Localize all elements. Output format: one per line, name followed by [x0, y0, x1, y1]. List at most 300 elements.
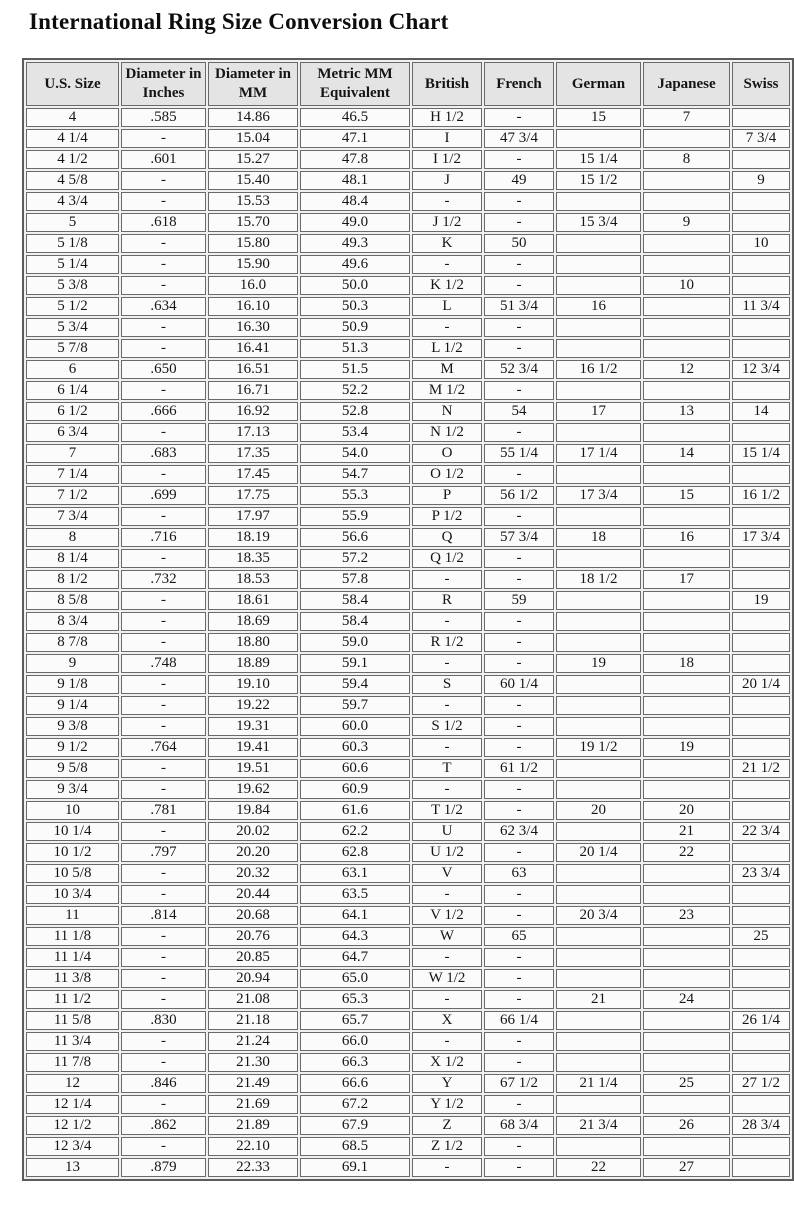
cell: L: [412, 297, 482, 316]
cell: 22.10: [208, 1137, 298, 1156]
cell: [556, 717, 641, 736]
cell: 67.2: [300, 1095, 410, 1114]
cell: 10: [732, 234, 790, 253]
cell: 50.3: [300, 297, 410, 316]
cell: 22.33: [208, 1158, 298, 1177]
cell: -: [484, 150, 554, 169]
cell: 54: [484, 402, 554, 421]
cell: 11 7/8: [26, 1053, 119, 1072]
cell: -: [121, 507, 206, 526]
cell: 55.3: [300, 486, 410, 505]
cell: 21.24: [208, 1032, 298, 1051]
cell: -: [484, 507, 554, 526]
cell: 20 3/4: [556, 906, 641, 925]
cell: 12 3/4: [26, 1137, 119, 1156]
cell: 60.9: [300, 780, 410, 799]
cell: [556, 465, 641, 484]
cell: [556, 612, 641, 631]
cell: [643, 633, 730, 652]
cell: 9 3/4: [26, 780, 119, 799]
cell: 28 3/4: [732, 1116, 790, 1135]
cell: 59.4: [300, 675, 410, 694]
cell: 21 1/4: [556, 1074, 641, 1093]
table-row: [26, 360, 790, 379]
cell: -: [484, 1053, 554, 1072]
cell: [732, 213, 790, 232]
cell: 17.45: [208, 465, 298, 484]
cell: .683: [121, 444, 206, 463]
cell: M 1/2: [412, 381, 482, 400]
cell: 63.5: [300, 885, 410, 904]
cell: 27: [643, 1158, 730, 1177]
cell: 17 3/4: [556, 486, 641, 505]
cell: 63: [484, 864, 554, 883]
cell: -: [412, 885, 482, 904]
cell: [732, 948, 790, 967]
table-row: [26, 192, 790, 211]
cell: 50.9: [300, 318, 410, 337]
cell: [643, 297, 730, 316]
cell: [643, 885, 730, 904]
cell: 49: [484, 171, 554, 190]
cell: [732, 633, 790, 652]
cell: 9 5/8: [26, 759, 119, 778]
cell: 65.7: [300, 1011, 410, 1030]
cell: 11 1/2: [26, 990, 119, 1009]
cell: [732, 654, 790, 673]
cell: 60.6: [300, 759, 410, 778]
cell: 8 1/4: [26, 549, 119, 568]
cell: [732, 465, 790, 484]
cell: [643, 318, 730, 337]
table-row: [26, 864, 790, 883]
cell: -: [121, 822, 206, 841]
cell: [556, 423, 641, 442]
cell: [556, 780, 641, 799]
cell: -: [121, 675, 206, 694]
cell: -: [121, 171, 206, 190]
cell: -: [484, 255, 554, 274]
table-row: [26, 465, 790, 484]
table-row: [26, 969, 790, 988]
cell: 12: [26, 1074, 119, 1093]
cell: 21.30: [208, 1053, 298, 1072]
cell: 7 1/4: [26, 465, 119, 484]
cell: -: [484, 612, 554, 631]
cell: [732, 717, 790, 736]
cell: [556, 1095, 641, 1114]
table-row: [26, 444, 790, 463]
cell: [643, 969, 730, 988]
cell: N 1/2: [412, 423, 482, 442]
table-row: [26, 906, 790, 925]
cell: -: [484, 549, 554, 568]
cell: 69.1: [300, 1158, 410, 1177]
cell: [643, 1137, 730, 1156]
cell: [732, 276, 790, 295]
cell: [556, 1032, 641, 1051]
cell: [732, 1137, 790, 1156]
cell: T 1/2: [412, 801, 482, 820]
cell: [732, 906, 790, 925]
table-header-row: [26, 62, 790, 106]
cell: -: [121, 192, 206, 211]
cell: [643, 465, 730, 484]
cell: 60.3: [300, 738, 410, 757]
cell: 62 3/4: [484, 822, 554, 841]
cell: 8: [643, 150, 730, 169]
table-row: [26, 570, 790, 589]
cell: 52.2: [300, 381, 410, 400]
cell: 11 3/8: [26, 969, 119, 988]
cell: .781: [121, 801, 206, 820]
cell: 66.0: [300, 1032, 410, 1051]
cell: [556, 507, 641, 526]
cell: -: [121, 423, 206, 442]
cell: -: [121, 255, 206, 274]
cell: -: [412, 1158, 482, 1177]
cell: [643, 507, 730, 526]
cell: 20.94: [208, 969, 298, 988]
cell: [556, 381, 641, 400]
cell: 48.4: [300, 192, 410, 211]
cell: R: [412, 591, 482, 610]
column-header: Diameter in MM: [208, 62, 298, 106]
cell: 15.53: [208, 192, 298, 211]
cell: 61 1/2: [484, 759, 554, 778]
cell: 57 3/4: [484, 528, 554, 547]
cell: K 1/2: [412, 276, 482, 295]
cell: 16: [556, 297, 641, 316]
cell: 10 3/4: [26, 885, 119, 904]
cell: 21.89: [208, 1116, 298, 1135]
cell: 55.9: [300, 507, 410, 526]
cell: [643, 612, 730, 631]
cell: 17.97: [208, 507, 298, 526]
cell: -: [484, 696, 554, 715]
cell: P: [412, 486, 482, 505]
cell: [556, 192, 641, 211]
cell: [556, 591, 641, 610]
cell: X 1/2: [412, 1053, 482, 1072]
cell: 66 1/4: [484, 1011, 554, 1030]
table-row: [26, 402, 790, 421]
cell: .650: [121, 360, 206, 379]
cell: -: [121, 1095, 206, 1114]
cell: [732, 843, 790, 862]
cell: 51 3/4: [484, 297, 554, 316]
cell: 19.31: [208, 717, 298, 736]
cell: 49.6: [300, 255, 410, 274]
cell: -: [121, 1032, 206, 1051]
cell: .830: [121, 1011, 206, 1030]
cell: -: [121, 780, 206, 799]
table-row: [26, 633, 790, 652]
cell: 25: [732, 927, 790, 946]
cell: 16.71: [208, 381, 298, 400]
cell: [732, 738, 790, 757]
cell: Z 1/2: [412, 1137, 482, 1156]
cell: [643, 1032, 730, 1051]
cell: -: [121, 864, 206, 883]
cell: -: [121, 465, 206, 484]
table-body: [26, 108, 790, 1177]
cell: 61.6: [300, 801, 410, 820]
cell: -: [121, 318, 206, 337]
cell: 14: [643, 444, 730, 463]
cell: 65.3: [300, 990, 410, 1009]
cell: 21 1/2: [732, 759, 790, 778]
cell: 15.27: [208, 150, 298, 169]
cell: 66.3: [300, 1053, 410, 1072]
cell: V: [412, 864, 482, 883]
table-row: [26, 1011, 790, 1030]
cell: 11 3/4: [26, 1032, 119, 1051]
cell: [643, 927, 730, 946]
table-row: [26, 1116, 790, 1135]
cell: 18: [643, 654, 730, 673]
cell: 62.8: [300, 843, 410, 862]
cell: 6 1/2: [26, 402, 119, 421]
cell: 18 1/2: [556, 570, 641, 589]
cell: 18.19: [208, 528, 298, 547]
cell: 15: [556, 108, 641, 127]
cell: -: [484, 885, 554, 904]
cell: -: [121, 381, 206, 400]
cell: S: [412, 675, 482, 694]
cell: L 1/2: [412, 339, 482, 358]
cell: 27 1/2: [732, 1074, 790, 1093]
cell: -: [484, 213, 554, 232]
cell: -: [412, 780, 482, 799]
cell: [732, 696, 790, 715]
cell: [643, 1053, 730, 1072]
cell: [556, 339, 641, 358]
cell: 17 3/4: [732, 528, 790, 547]
cell: 4 1/2: [26, 150, 119, 169]
table-row: [26, 276, 790, 295]
cell: 18.53: [208, 570, 298, 589]
table-row: [26, 1137, 790, 1156]
cell: 21.08: [208, 990, 298, 1009]
table-row: [26, 318, 790, 337]
cell: V 1/2: [412, 906, 482, 925]
cell: 47.1: [300, 129, 410, 148]
cell: 5 1/8: [26, 234, 119, 253]
cell: Z: [412, 1116, 482, 1135]
cell: [643, 381, 730, 400]
cell: Q 1/2: [412, 549, 482, 568]
cell: 4: [26, 108, 119, 127]
cell: 20 1/4: [556, 843, 641, 862]
cell: -: [412, 318, 482, 337]
cell: -: [484, 381, 554, 400]
cell: 68.5: [300, 1137, 410, 1156]
cell: .634: [121, 297, 206, 316]
cell: 20.20: [208, 843, 298, 862]
cell: [556, 885, 641, 904]
cell: 67 1/2: [484, 1074, 554, 1093]
cell: 15.80: [208, 234, 298, 253]
cell: 51.5: [300, 360, 410, 379]
cell: 21 3/4: [556, 1116, 641, 1135]
cell: J: [412, 171, 482, 190]
cell: 21.18: [208, 1011, 298, 1030]
cell: [643, 1011, 730, 1030]
cell: -: [121, 927, 206, 946]
cell: [732, 990, 790, 1009]
cell: 12: [643, 360, 730, 379]
cell: 20.68: [208, 906, 298, 925]
cell: 15.04: [208, 129, 298, 148]
cell: 26 1/4: [732, 1011, 790, 1030]
cell: 53.4: [300, 423, 410, 442]
cell: -: [484, 780, 554, 799]
table-row: [26, 486, 790, 505]
cell: -: [412, 654, 482, 673]
cell: [643, 129, 730, 148]
cell: 13: [643, 402, 730, 421]
cell: 8 7/8: [26, 633, 119, 652]
cell: 12 3/4: [732, 360, 790, 379]
cell: 57.2: [300, 549, 410, 568]
cell: 4 1/4: [26, 129, 119, 148]
cell: 4 3/4: [26, 192, 119, 211]
cell: .601: [121, 150, 206, 169]
cell: [643, 696, 730, 715]
cell: 51.3: [300, 339, 410, 358]
cell: 59.1: [300, 654, 410, 673]
cell: [732, 1158, 790, 1177]
cell: -: [121, 1137, 206, 1156]
table-row: [26, 654, 790, 673]
cell: 22: [556, 1158, 641, 1177]
table-row: [26, 801, 790, 820]
cell: [732, 780, 790, 799]
cell: 65: [484, 927, 554, 946]
table-row: [26, 1095, 790, 1114]
cell: -: [484, 570, 554, 589]
table-row: [26, 738, 790, 757]
table-row: [26, 171, 790, 190]
cell: .814: [121, 906, 206, 925]
cell: 17 1/4: [556, 444, 641, 463]
cell: -: [484, 1095, 554, 1114]
cell: [732, 1032, 790, 1051]
cell: -: [484, 318, 554, 337]
cell: Y: [412, 1074, 482, 1093]
cell: [556, 1053, 641, 1072]
cell: -: [412, 738, 482, 757]
cell: 54.0: [300, 444, 410, 463]
cell: [556, 1011, 641, 1030]
cell: 25: [643, 1074, 730, 1093]
cell: [556, 927, 641, 946]
cell: 21.69: [208, 1095, 298, 1114]
cell: -: [412, 570, 482, 589]
cell: 7 3/4: [732, 129, 790, 148]
cell: 16.0: [208, 276, 298, 295]
cell: [732, 423, 790, 442]
cell: -: [121, 948, 206, 967]
cell: [643, 423, 730, 442]
cell: 17: [556, 402, 641, 421]
cell: 23 3/4: [732, 864, 790, 883]
cell: -: [121, 990, 206, 1009]
cell: 20.85: [208, 948, 298, 967]
cell: 7: [643, 108, 730, 127]
cell: 19.51: [208, 759, 298, 778]
cell: 16.51: [208, 360, 298, 379]
cell: I 1/2: [412, 150, 482, 169]
cell: -: [484, 717, 554, 736]
table-head: [26, 62, 790, 106]
cell: S 1/2: [412, 717, 482, 736]
cell: 8 3/4: [26, 612, 119, 631]
cell: 62.2: [300, 822, 410, 841]
cell: 9: [26, 654, 119, 673]
cell: 11 3/4: [732, 297, 790, 316]
cell: 7 3/4: [26, 507, 119, 526]
cell: O 1/2: [412, 465, 482, 484]
cell: [643, 1095, 730, 1114]
column-header: Swiss: [732, 62, 790, 106]
cell: .764: [121, 738, 206, 757]
cell: 11: [26, 906, 119, 925]
cell: .732: [121, 570, 206, 589]
cell: [643, 591, 730, 610]
cell: 11 1/8: [26, 927, 119, 946]
cell: 16 1/2: [556, 360, 641, 379]
cell: -: [484, 654, 554, 673]
cell: 59.0: [300, 633, 410, 652]
table-row: [26, 717, 790, 736]
column-header: Japanese: [643, 62, 730, 106]
cell: H 1/2: [412, 108, 482, 127]
table-row: [26, 528, 790, 547]
cell: 68 3/4: [484, 1116, 554, 1135]
cell: 12 1/2: [26, 1116, 119, 1135]
table-row: [26, 297, 790, 316]
table-row: [26, 1032, 790, 1051]
cell: -: [484, 339, 554, 358]
cell: 8: [26, 528, 119, 547]
cell: X: [412, 1011, 482, 1030]
cell: [643, 864, 730, 883]
cell: 18.69: [208, 612, 298, 631]
cell: -: [121, 885, 206, 904]
cell: O: [412, 444, 482, 463]
cell: 18.89: [208, 654, 298, 673]
cell: 50: [484, 234, 554, 253]
cell: 8 1/2: [26, 570, 119, 589]
table-row: [26, 255, 790, 274]
table-row: [26, 675, 790, 694]
cell: [732, 885, 790, 904]
cell: 24: [643, 990, 730, 1009]
cell: 19.10: [208, 675, 298, 694]
cell: 56.6: [300, 528, 410, 547]
cell: 5 3/8: [26, 276, 119, 295]
cell: 15 1/4: [556, 150, 641, 169]
cell: 15.90: [208, 255, 298, 274]
cell: 10 5/8: [26, 864, 119, 883]
cell: [732, 969, 790, 988]
cell: [556, 276, 641, 295]
cell: 20.44: [208, 885, 298, 904]
cell: 6: [26, 360, 119, 379]
cell: [643, 780, 730, 799]
